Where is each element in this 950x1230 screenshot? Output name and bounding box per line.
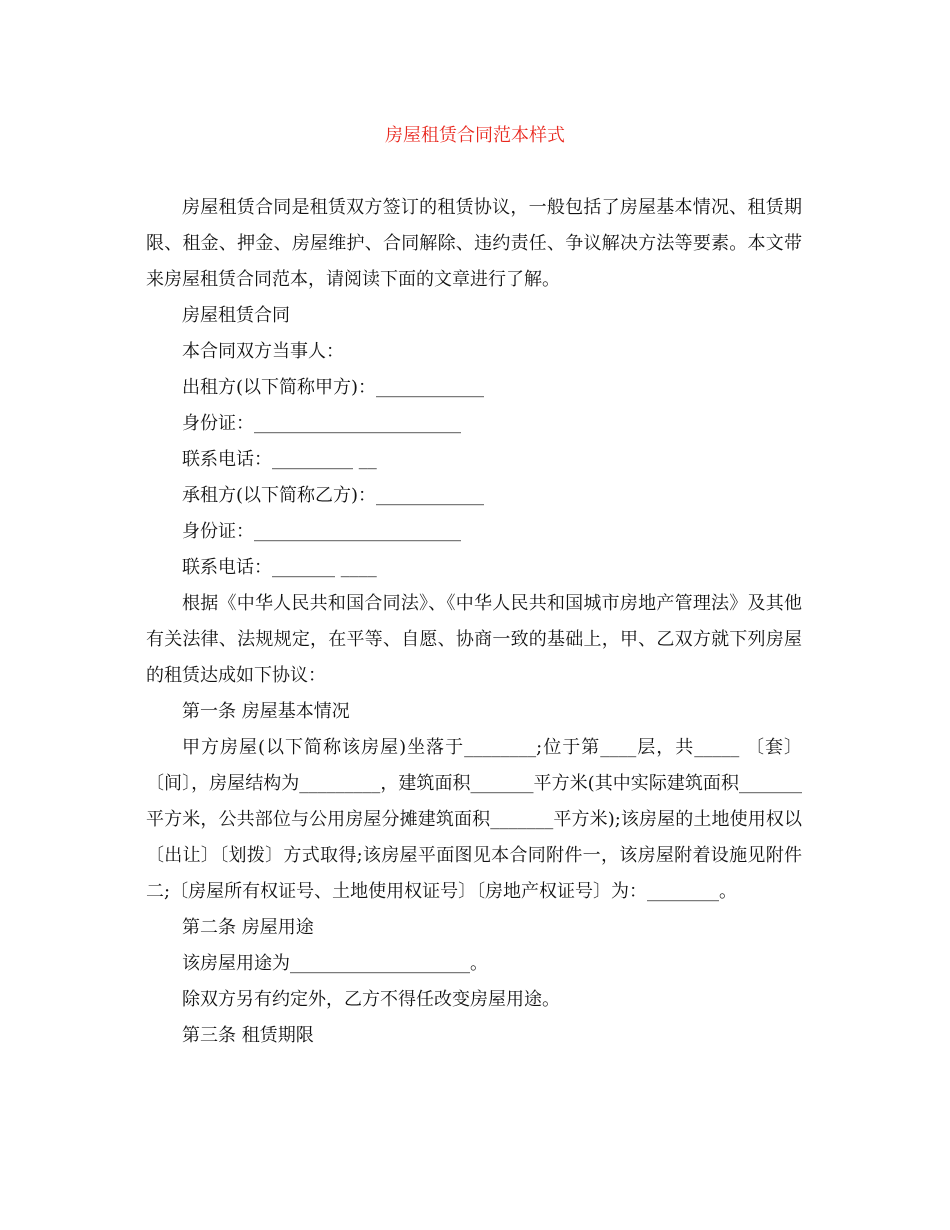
document-title: 房屋租赁合同范本样式 — [385, 125, 565, 146]
document-body — [146, 190, 802, 1054]
article-3-heading: 第三条 租赁期限 — [182, 1025, 314, 1046]
lessor-phone-line: 联系电话：_________ __ — [182, 449, 377, 470]
intro-paragraph: 房屋租赁合同是租赁双方签订的租赁协议，一般包括了房屋基本情况、租赁期限、租金、押金、房屋维护、合同解除、违约责任、争议解决方法等要素。本文带来房屋租赁合同范本，请阅读下面的文章进行了解。 — [146, 197, 802, 290]
lessee-line: 承租方(以下简称乙方)：____________ — [182, 485, 485, 506]
legal-basis-paragraph: 根据《中华人民共和国合同法》、《中华人民共和国城市房地产管理法》及其他有关法律、法规规定，在平等、自愿、协商一致的基础上，甲、乙双方就下列房屋的租赁达成如下协议： — [146, 593, 802, 686]
lessor-id-line: 身份证：_______________________ — [182, 413, 461, 434]
article-1-heading: 第一条 房屋基本情况 — [182, 701, 350, 722]
lessee-phone-line: 联系电话：_______ ____ — [182, 557, 377, 578]
article-2-heading: 第二条 房屋用途 — [182, 917, 314, 938]
article-2-use-line: 该房屋用途为____________________。 — [182, 953, 488, 974]
lessor-line: 出租方(以下简称甲方)：____________ — [182, 377, 485, 398]
parties-heading: 本合同双方当事人： — [182, 341, 344, 362]
contract-heading: 房屋租赁合同 — [182, 305, 290, 326]
article-1-body: 甲方房屋(以下简称该房屋)坐落于________;位于第____层，共_____ 〔套〕〔间〕，房屋结构为_________，建筑面积_______平方米(其中实际建筑面积_______平方米，公共部位与公用房屋分摊建筑面积_______平方米);该房屋的土地使用权以〔出让〕〔划拨〕方式取得;该房屋平面图见本合同附件一，该房屋附着设施见附件二;〔房屋所有权证号、土地使用权证号〕〔房地产权证号〕为：________。 — [146, 737, 802, 902]
lessee-id-line: 身份证：_______________________ — [182, 521, 461, 542]
article-2-restriction-line: 除双方另有约定外，乙方不得任改变房屋用途。 — [182, 989, 560, 1010]
